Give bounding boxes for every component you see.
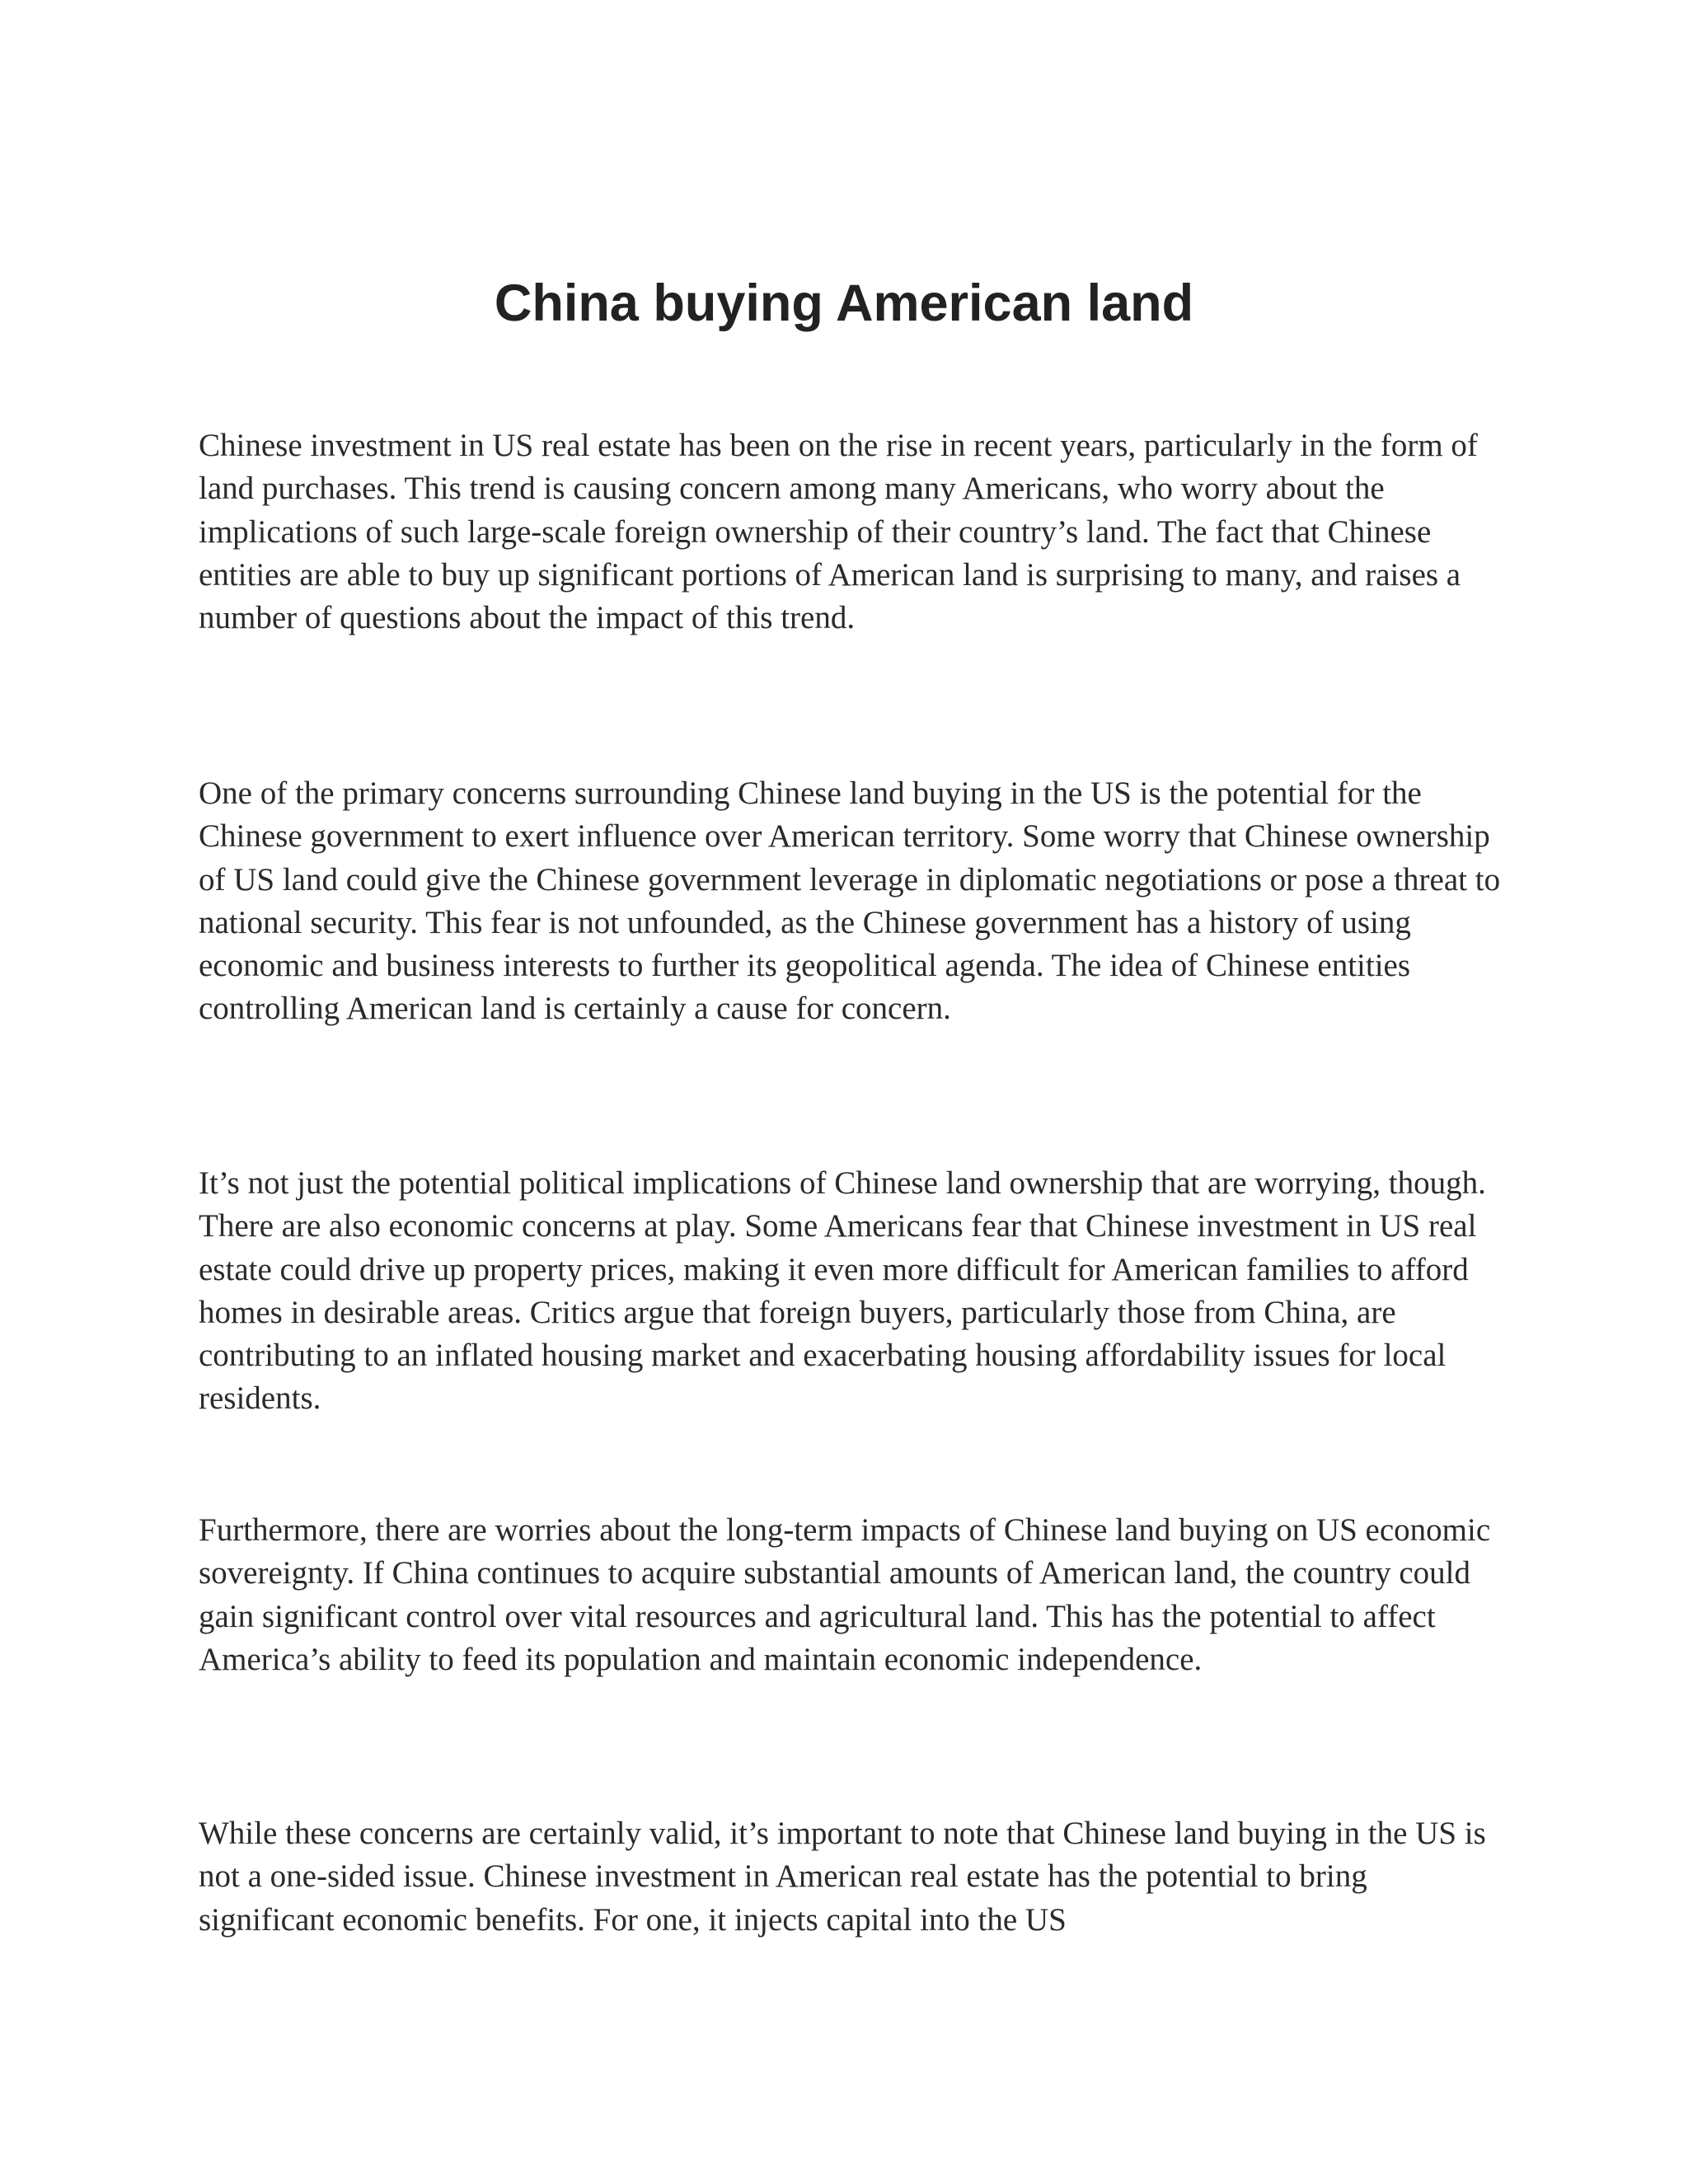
paragraph-2: One of the primary concerns surrounding Chinese land buying in the US is the potential for the Chinese government to exert influence over American territory. Some worry that Chinese ownership of US land could give the Chinese government leverage in diplomatic negotiations or pose a threat to national security. This fear is not unfounded, as the Chinese government has a history of using economic and business interests to further its geopolitical agenda. The idea of Chinese entities controlling American land is certainly a cause for concern. [199,776,1501,1027]
paragraph-4: Furthermore, there are worries about the long-term impacts of Chinese land buying on US economic sovereignty. If China continues to acquire substantial amounts of American land, the country could gain significant control over vital resources and agricultural land. This has the potential to affect America’s ability to feed its population and maintain economic independence. [199,1512,1491,1677]
paragraph-5: While these concerns are certainly valid, it’s important to note that Chinese land buying in the US is not a one-sided issue. Chinese investment in American real estate has the potential to bring significant economic benefits. For one, it injects capital into the US [199,1816,1486,1938]
paragraph-1: Chinese investment in US real estate has been on the rise in recent years, particularly in the form of land purchases. This trend is causing concern among many Americans, who worry about the implications of such large-scale foreign ownership of their country’s land. The fact that Chinese entities are able to buy up significant portions of American land is surprising to many, and raises a number of questions about the impact of this trend. [199,428,1478,636]
document-title: China buying American land [494,274,1194,332]
paragraph-3: It’s not just the potential political implications of Chinese land ownership that are worrying, though. There are also economic concerns at play. Some Americans fear that Chinese investment in US real estate could drive up property prices, making it even more difficult for American families to afford homes in desirable areas. Critics argue that foreign buyers, particularly those from China, are contributing to an inflated housing market and exacerbating housing affordability issues for local residents. [199,1165,1486,1417]
